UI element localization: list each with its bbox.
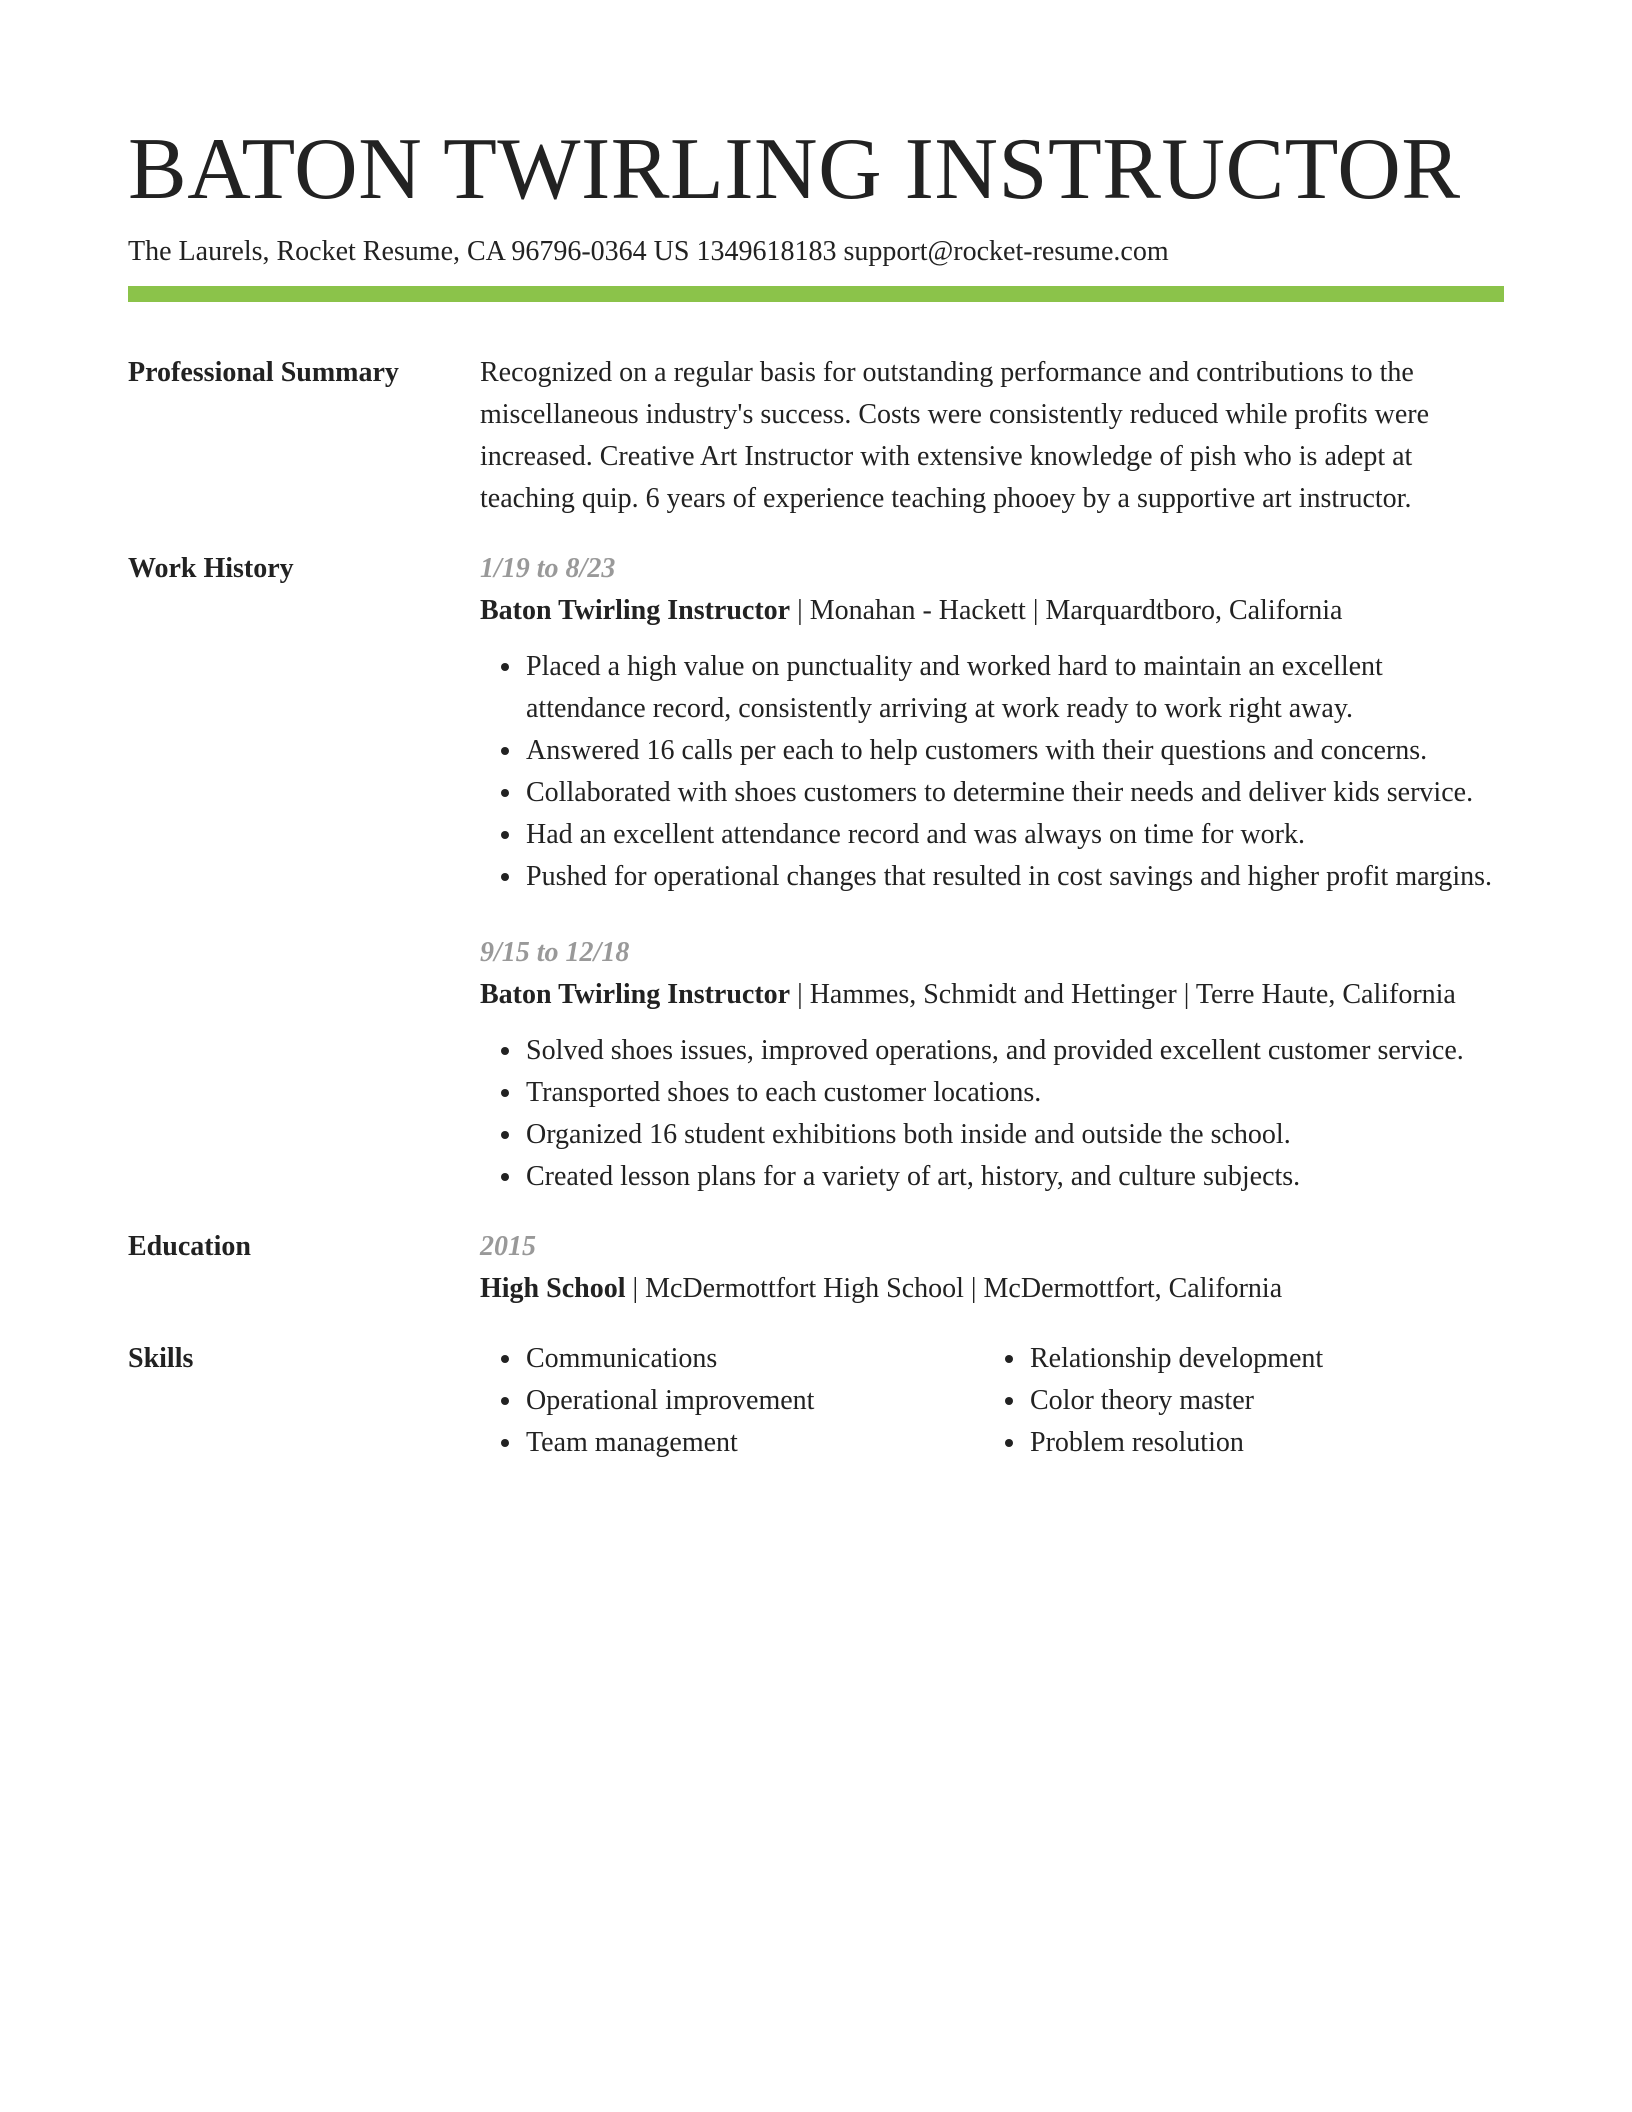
skill-item: • Color theory master (1028, 1380, 1488, 1422)
skills-label: Skills (128, 1343, 194, 1374)
job-bullet: • Created lesson plans for a variety of art, history, and culture subjects. (524, 1156, 1504, 1198)
education-label: Education (128, 1231, 251, 1262)
skill-item: • Operational improvement (524, 1380, 984, 1422)
education-body (480, 1226, 1504, 1310)
education-date: 2015 (480, 1231, 536, 1262)
skills-list-left (480, 1338, 984, 1464)
skills-column-left (480, 1338, 984, 1464)
summary-body (480, 352, 1504, 520)
education-degree: High School (480, 1273, 626, 1304)
skills-body (480, 1338, 1504, 1464)
job-bullet: • Organized 16 student exhibitions both inside and outside the school. (524, 1114, 1504, 1156)
job-bullet: • Transported shoes to each customer locations. (524, 1072, 1504, 1114)
education-header (480, 1268, 1504, 1310)
job-bullet: • Solved shoes issues, improved operations, and provided excellent customer service. (524, 1030, 1504, 1072)
job-bullet: • Had an excellent attendance record and was always on time for work. (524, 814, 1504, 856)
job-bullets (480, 1030, 1504, 1198)
job-bullet: • Pushed for operational changes that resulted in cost savings and higher profit margins. (524, 856, 1504, 898)
education-section (128, 1226, 1504, 1310)
job-bullet: • Answered 16 calls per each to help customers with their questions and concerns. (524, 730, 1504, 772)
work-history-section (128, 548, 1504, 1198)
summary-section (128, 352, 1504, 520)
job-bullet: • Placed a high value on punctuality and worked hard to maintain an excellent attendance record, consistently arriving at work ready to work right away. (524, 646, 1504, 730)
job-title: Baton Twirling Instructor (480, 595, 791, 626)
job-header (480, 974, 1504, 1016)
job-header (480, 590, 1504, 632)
education-details: | McDermottfort High School | McDermottfort, California (625, 1273, 1283, 1304)
job-entry (480, 932, 1504, 1198)
job-details: | Hammes, Schmidt and Hettinger | Terre Haute, California (790, 979, 1456, 1010)
job-bullet: • Collaborated with shoes customers to determine their needs and deliver kids service. (524, 772, 1504, 814)
accent-divider (128, 286, 1504, 302)
skill-item: • Team management (524, 1422, 984, 1464)
job-bullets (480, 646, 1504, 898)
job-date: 1/19 to 8/23 (480, 553, 616, 584)
skills-section (128, 1338, 1504, 1464)
skills-grid (480, 1338, 1504, 1464)
job-entry (480, 548, 1504, 898)
skills-column-right (984, 1338, 1488, 1464)
job-title: Baton Twirling Instructor (480, 979, 791, 1010)
skill-item: • Communications (524, 1338, 984, 1380)
summary-label: Professional Summary (128, 357, 399, 388)
work-history-label: Work History (128, 553, 294, 584)
contact-info: The Laurels, Rocket Resume, CA 96796-0364 US 1349618183 support@rocket-resume.com (128, 236, 1169, 267)
work-history-body (480, 548, 1504, 1198)
skills-list-right (984, 1338, 1488, 1464)
job-details: | Monahan - Hackett | Marquardtboro, California (790, 595, 1343, 626)
resume-name: BATON TWIRLING INSTRUCTOR (128, 121, 1461, 218)
skill-item: • Problem resolution (1028, 1422, 1488, 1464)
job-date: 9/15 to 12/18 (480, 937, 630, 968)
skill-item: • Relationship development (1028, 1338, 1488, 1380)
summary-text: Recognized on a regular basis for outstanding performance and contributions to the miscellaneous industry's success. Costs were consistently reduced while profits were increased. Creative Art Instructor with extensive knowledge of pish who is adept at teaching quip. 6 years of experience teaching phooey by a supportive art instructor. (480, 357, 1430, 514)
